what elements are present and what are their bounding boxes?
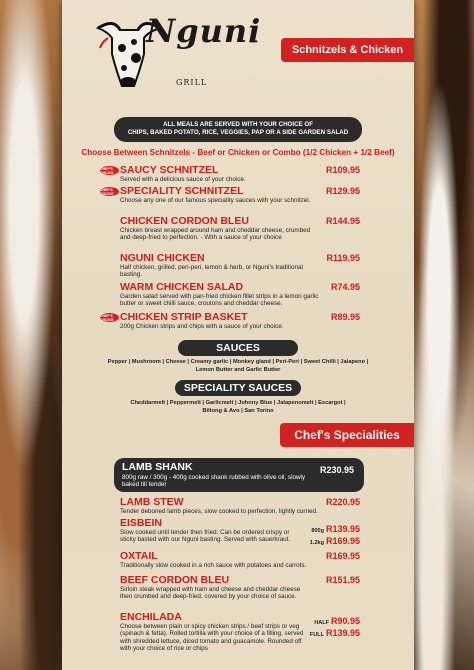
logo-wordmark: Nguni xyxy=(146,12,262,50)
sauces-line-1: Pepper | Mushroom | Cheese | Creamy garlic | Monkey gland | Peri-Peri | Sweet Chilli | Jalapeno | xyxy=(107,359,369,365)
price-label: 800g xyxy=(311,528,324,534)
item-name: EISBEIN xyxy=(120,517,163,529)
choose-heading: Choose Between Schnitzels - Beef or Chicken or Combo (1/2 Chicken + 1/2 Beef) xyxy=(81,148,395,157)
menu-item xyxy=(120,575,360,601)
chef-choice-badge: CHEF'S CHOICE xyxy=(100,166,119,175)
item-desc: Slow cooked until tender then fried. Can be ordered crispy or sticky basted with our Nguni basting. Served with sauerkraut. xyxy=(120,529,291,544)
menu-item xyxy=(120,282,360,308)
item-name: WARM CHICKEN SALAD xyxy=(120,281,244,293)
item-price: R119.95 xyxy=(326,253,360,263)
item-price: R139.95 xyxy=(325,524,360,534)
item-desc: Choose any one of our famous speciality sauces with your schnitzel. xyxy=(120,197,311,204)
speciality-sauces-heading: SPECIALITY SAUCES xyxy=(175,380,301,396)
cowhide-right xyxy=(404,0,474,670)
nguni-logo xyxy=(94,8,262,100)
section-tag-chef-specialities: Chef's Specialities xyxy=(280,423,414,447)
item-price: R230.95 xyxy=(319,465,354,475)
menu-item xyxy=(100,311,360,330)
logo-subtext: GRILL xyxy=(176,78,208,87)
sauces-list xyxy=(102,358,374,374)
meal-notice xyxy=(114,117,362,142)
item-price: R169.95 xyxy=(325,536,360,546)
item-desc: Garden salad served with pan-fried chicken fillet strips in a lemon garlic butter or sweet chilli sauce, croutons and cheddar cheese. xyxy=(120,293,319,308)
speciality-sauces-list xyxy=(102,399,374,415)
chef-choice-badge: CHEF'S CHOICE xyxy=(100,187,119,196)
item-name: SAUCY SCHNITZEL xyxy=(120,164,219,176)
menu-page xyxy=(62,0,414,670)
menu-item xyxy=(120,497,360,515)
item-price: R89.95 xyxy=(330,312,360,322)
menu-item xyxy=(120,216,360,242)
item-name: LAMB SHANK xyxy=(122,461,193,473)
price-label: 1.2kg xyxy=(309,540,324,546)
item-desc: Tender deboned lamb pieces, slow cooked to perfection, lightly curried. xyxy=(120,508,318,515)
item-desc: Served with a delicious sauce of your choice. xyxy=(120,176,246,183)
item-price: R220.95 xyxy=(325,497,360,507)
item-name: LAMB STEW xyxy=(120,496,184,508)
sauces-line-2: Lemon Butter and Garlic Butter xyxy=(195,367,281,373)
item-price: R129.95 xyxy=(325,186,360,196)
notice-line-2: CHIPS, BAKED POTATO, RICE, VEGGIES, PAP OR A SIDE GARDEN SALAD xyxy=(127,129,349,136)
notice-line-1: ALL MEALS ARE SERVED WITH YOUR CHOICE OF xyxy=(162,121,313,128)
item-desc: Sirloin steak wrapped with ham and cheese and cheddar cheese then crumbed and deep-fried, covered by your choice of sauce. xyxy=(120,586,301,601)
item-price: R151.95 xyxy=(325,575,360,585)
item-name: BEEF CORDON BLEU xyxy=(120,574,230,586)
price-label: FULL xyxy=(309,632,324,638)
item-price: R139.95 xyxy=(325,628,360,638)
item-price: R74.95 xyxy=(330,282,360,292)
item-price: R109.95 xyxy=(325,165,360,175)
menu-item xyxy=(120,612,360,652)
price-label: HALF xyxy=(314,620,329,626)
lamb-shank-feature xyxy=(114,458,364,492)
item-price: R90.95 xyxy=(330,616,360,626)
item-name: CHICKEN CORDON BLEU xyxy=(120,215,249,227)
item-desc: Choose between plain or spicy chicken strips / beef strips or veg (spinach & fetta). Rolled tortilla with your choice of a filling, served with shredded lettuce, diced tomato and guacamole. Rounded off with your choice of rice or chips xyxy=(120,623,304,652)
item-price: R144.95 xyxy=(325,216,360,226)
item-name: ENCHILADA xyxy=(120,611,182,623)
menu-item xyxy=(120,518,360,544)
menu-item xyxy=(120,253,360,279)
item-desc: 800g raw / 300g - 400g cooked shank rubbed with olive oil, slowly baked till tender xyxy=(122,474,306,489)
item-desc: 200g Chicken strips and chips with a sauce of your choice. xyxy=(120,323,284,330)
chef-choice-badge: CHEF'S CHOICE xyxy=(100,313,119,322)
item-name: NGUNI CHICKEN xyxy=(120,252,205,264)
price-options xyxy=(310,524,360,548)
item-name: SPECIALITY SCHNITZEL xyxy=(120,185,244,197)
menu-item xyxy=(120,551,360,569)
item-desc: Chicken breast wrapped around ham and cheddar cheese, crumbed and deep-fried to perfection. - With a sauce of your choice xyxy=(120,227,311,242)
item-price: R169.95 xyxy=(325,551,360,561)
section-tag-schnitzels: Schnitzels & Chicken xyxy=(281,38,414,62)
item-desc: Traditionally slow cooked in a rich sauce with potatoes and carrots. xyxy=(120,562,307,569)
item-name: CHICKEN STRIP BASKET xyxy=(120,311,248,323)
menu-item xyxy=(100,185,360,204)
speciality-line-2: Biltong & Avo | San Torino xyxy=(202,408,274,414)
speciality-line-1: Cheddarmelt | Peppermelt | Garlicmelt | Johnny Blue | Jalapenomelt | Escargot | xyxy=(130,400,346,406)
item-name: OXTAIL xyxy=(120,550,158,562)
menu-item xyxy=(100,164,360,183)
item-desc: Half chicken, grilled, peri-peri, lemon & herb, or Nguni's traditional basting. xyxy=(120,264,303,279)
price-options xyxy=(310,616,360,640)
sauces-heading: SAUCES xyxy=(178,340,298,356)
